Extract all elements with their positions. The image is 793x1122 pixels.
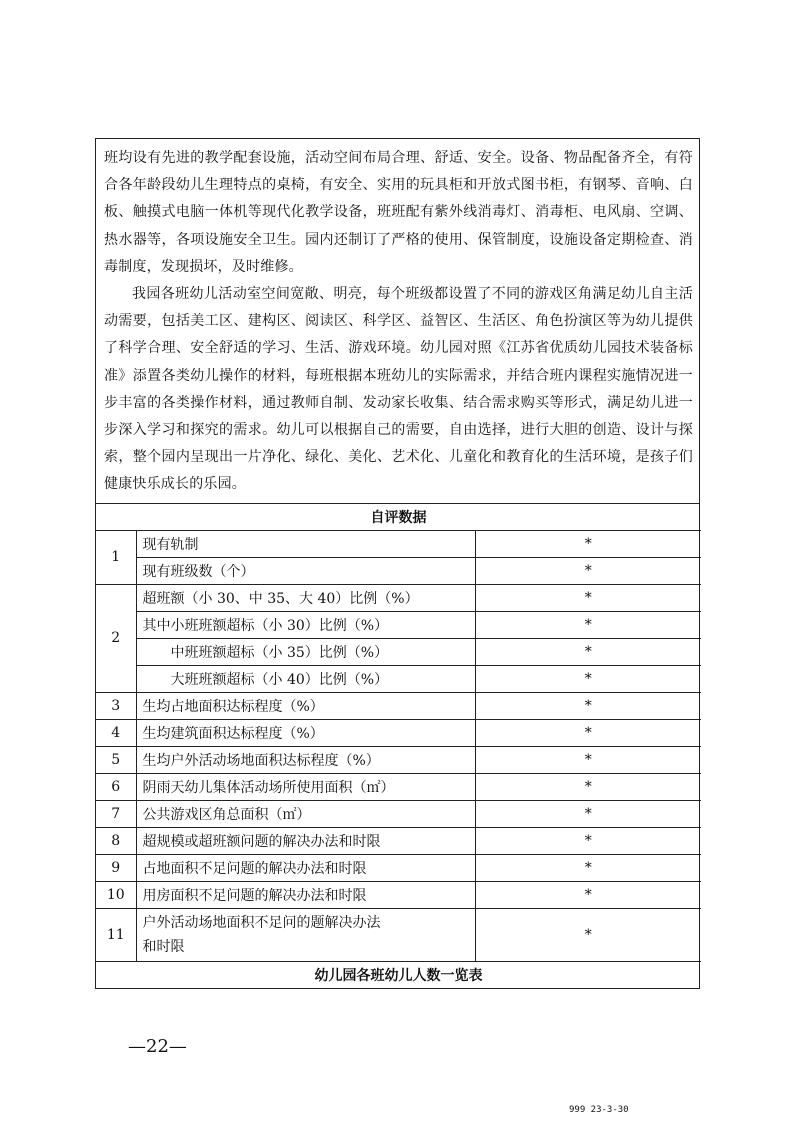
row-number: 3 [96, 692, 136, 719]
row-label: 阴雨天幼儿集体活动场所使用面积（㎡） [136, 773, 475, 800]
row-label: 其中小班班额超标（小 30）比例（%） [136, 611, 475, 638]
row-value: * [475, 638, 701, 665]
row-value: * [475, 584, 701, 611]
table-footer-row [96, 961, 701, 988]
print-stamp: 999 23-3-30 [569, 1105, 629, 1115]
table-row [96, 692, 701, 719]
table-row [96, 800, 701, 827]
row-value: * [475, 881, 701, 908]
table-row [96, 719, 701, 746]
table-row [96, 908, 701, 961]
row-label: 中班班额超标（小 35）比例（%） [136, 638, 475, 665]
row-number: 4 [96, 719, 136, 746]
table-row [96, 584, 701, 611]
row-number: 8 [96, 827, 136, 854]
description-text [96, 139, 699, 504]
row-number: 6 [96, 773, 136, 800]
row-value: * [475, 746, 701, 773]
document-frame [95, 138, 700, 989]
table-header-row [96, 504, 701, 531]
table-row [96, 530, 701, 557]
row-value: * [475, 773, 701, 800]
row-value: * [475, 665, 701, 692]
section-title: 自评数据 [96, 504, 701, 531]
row-value: * [475, 827, 701, 854]
row-label: 现有班级数（个） [136, 557, 475, 584]
row-label: 占地面积不足问题的解决办法和时限 [136, 854, 475, 881]
row-value: * [475, 908, 701, 961]
row-value: * [475, 719, 701, 746]
row-label: 生均户外活动场地面积达标程度（%） [136, 746, 475, 773]
table-row [96, 827, 701, 854]
row-value: * [475, 530, 701, 557]
table-row [96, 773, 701, 800]
row-label: 大班班额超标（小 40）比例（%） [136, 665, 475, 692]
self-evaluation-table [96, 504, 701, 988]
row-label: 超规模或超班额问题的解决办法和时限 [136, 827, 475, 854]
row-value: * [475, 800, 701, 827]
row-number: 2 [96, 584, 136, 692]
row-number: 11 [96, 908, 136, 961]
row-value: * [475, 692, 701, 719]
row-label [136, 908, 475, 961]
table-row [96, 638, 701, 665]
row-label: 公共游戏区角总面积（㎡） [136, 800, 475, 827]
table-row [96, 881, 701, 908]
row-value: * [475, 854, 701, 881]
row-value: * [475, 557, 701, 584]
row-label: 超班额（小 30、中 35、大 40）比例（%） [136, 584, 475, 611]
row-label-line2: 和时限 [142, 938, 185, 955]
row-label: 生均建筑面积达标程度（%） [136, 719, 475, 746]
table-row [96, 557, 701, 584]
table-row [96, 665, 701, 692]
table-row [96, 746, 701, 773]
paragraph-facilities: 班均设有先进的教学配套设施，活动空间布局合理、舒适、安全。设备、物品配备齐全，有符合各年龄段幼儿生理特点的桌椅，有安全、实用的玩具柜和开放式图书柜，有钢琴、音响、白板、触摸式电脑一体机等现代化教学设备，班班配有紫外线消毒灯、消毒柜、电风扇、空调、热水器等，各项设施安全卫生。园内还制订了严格的使用、保管制度，设施设备定期检查、消毒制度，发现损坏，及时维修。 [104, 150, 693, 275]
page-number: —22— [128, 1036, 187, 1057]
table-row [96, 854, 701, 881]
row-number: 10 [96, 881, 136, 908]
row-label: 现有轨制 [136, 530, 475, 557]
row-number: 5 [96, 746, 136, 773]
row-number: 9 [96, 854, 136, 881]
row-label-line1: 户外活动场地面积不足问的题解决办法 [142, 914, 381, 931]
row-number: 1 [96, 530, 136, 584]
row-label: 生均占地面积达标程度（%） [136, 692, 475, 719]
paragraph-activity-rooms: 我园各班幼儿活动室空间宽敞、明亮，每个班级都设置了不同的游戏区角满足幼儿自主活动需要，包括美工区、建构区、阅读区、科学区、益智区、生活区、角色扮演区等为幼儿提供了科学合理、安全舒适的学习、生活、游戏环境。幼儿园对照《江苏省优质幼儿园技术装备标准》添置各类幼儿操作的材料，每班根据本班幼儿的实际需求，并结合班内课程实施情况进一步丰富的各类操作材料，通过教师自制、发动家长收集、结合需求购买等形式，满足幼儿进一步深入学习和探究的需求。幼儿可以根据自己的需要，自由选择，进行大胆的创造、设计与探索，整个园内呈现出一片净化、绿化、美化、艺术化、儿童化和教育化的生活环境，是孩子们健康快乐成长的乐园。 [104, 286, 693, 493]
table-row [96, 611, 701, 638]
row-number: 7 [96, 800, 136, 827]
row-value: * [475, 611, 701, 638]
class-list-title: 幼儿园各班幼儿人数一览表 [96, 961, 701, 988]
row-label: 用房面积不足问题的解决办法和时限 [136, 881, 475, 908]
